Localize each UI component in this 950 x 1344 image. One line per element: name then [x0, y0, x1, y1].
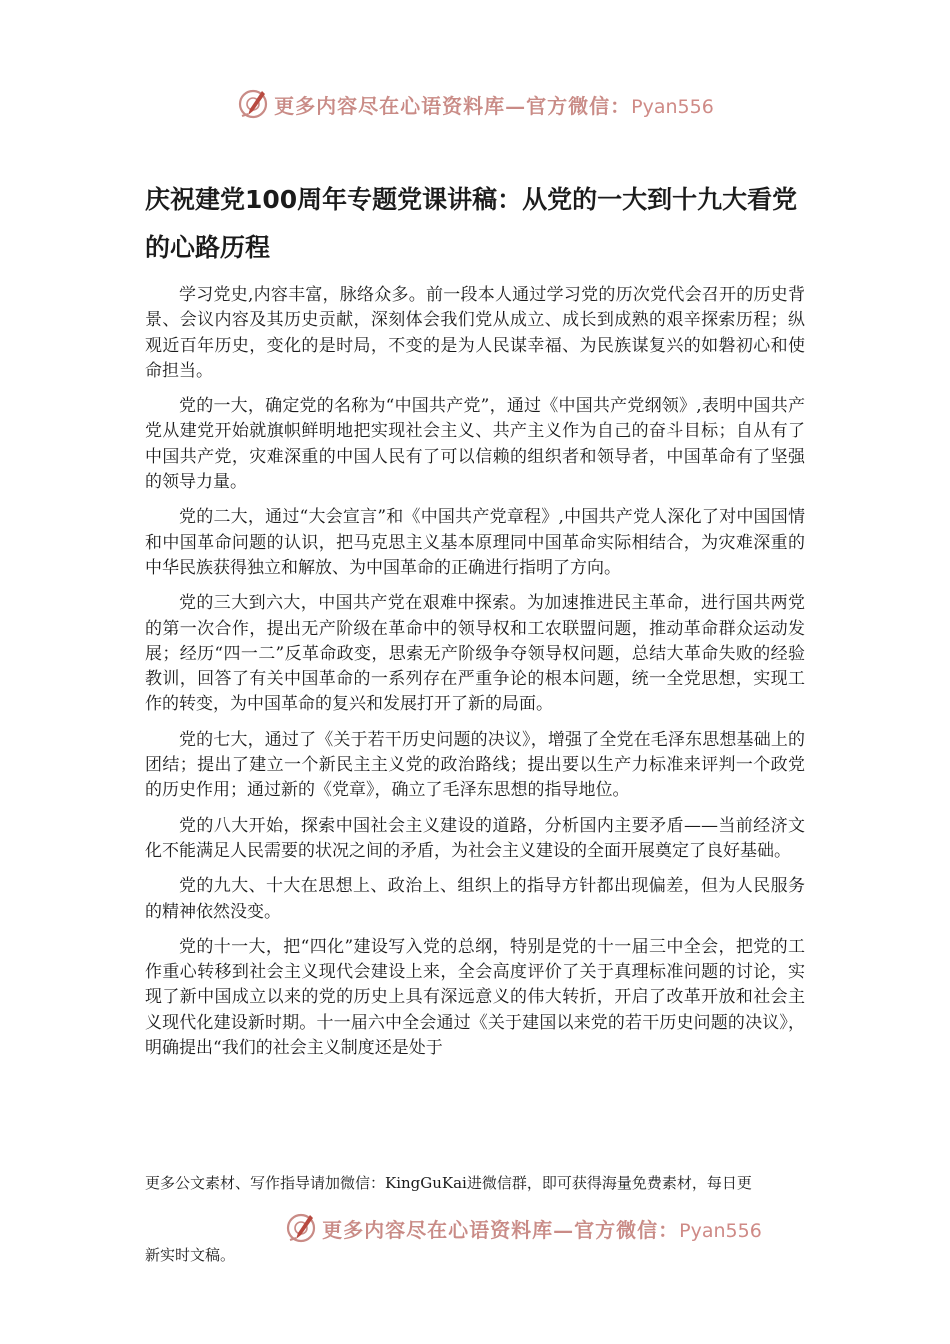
document-body [145, 283, 805, 1071]
paragraph: 党的九大、十大在思想上、政治上、组织上的指导方针都出现偏差，但为人民服务的精神依然没变。 [145, 876, 805, 922]
paragraph: 党的一大，确定党的名称为“中国共产党”，通过《中国共产党纲领》,表明中国共产党从建党开始就旗帜鲜明地把实现社会主义、共产主义作为自己的奋斗目标；自从有了中国共产党，灾难深重的中国人民有了可以信赖的组织者和领导者，中国革命有了坚强的领导力量。 [145, 396, 805, 493]
watermark-text: 更多内容尽在心语资料库—官方微信：Pyan556 [274, 93, 714, 118]
paragraph: 党的七大，通过了《关于若干历史问题的决议》，增强了全党在毛泽东思想基础上的团结；提出了建立一个新民主主义党的政治路线；提出要以生产力标准来评判一个政党的历史作用；通过新的《党章》，确立了毛泽东思想的指导地位。 [145, 729, 805, 801]
watermark-text: 更多内容尽在心语资料库—官方微信：Pyan556 [322, 1217, 762, 1242]
paragraph: 学习党史,内容丰富，脉络众多。前一段本人通过学习党的历次党代会召开的历史背景、会议内容及其历史贡献，深刻体会我们党从成立、成长到成熟的艰辛探索历程；纵观近百年历史，变化的是时局，不变的是为人民谋幸福、为民族谋复兴的如磐初心和使命担当。 [145, 285, 805, 381]
footer-promo-text: 更多公文素材、写作指导请加微信：KingGuKai进微信群，即可获得海量免费素材，每日更 [145, 1174, 752, 1192]
paragraph: 党的三大到六大，中国共产党在艰难中探索。为加速推进民主革命，进行国共两党的第一次合作，提出无产阶级在革命中的领导权和工农联盟问题，推动革命群众运动发展；经历“四一二”反革命政变，思索无产阶级争夺领导权问题，总结大革命失败的经验教训，回答了有关中国革命的一系列存在严重争论的根本问题，统一全党思想，实现工作的转变，为中国革命的复兴和发展打开了新的局面。 [145, 593, 805, 715]
paragraph: 党的八大开始，探索中国社会主义建设的道路，分析国内主要矛盾——当前经济文化不能满足人民需要的状况之间的矛盾，为社会主义建设的全面开展奠定了良好基础。 [145, 815, 805, 861]
paragraph: 党的十一大，把“四化”建设写入党的总纲，特别是党的十一届三中全会，把党的工作重心转移到社会主义现代会建设上来，全会高度评价了关于真理标准问题的讨论，实现了新中国成立以来的党的历史上具有深远意义的伟大转折，开启了改革开放和社会主义现代化建设新时期。十一届六中全会通过《关于建国以来党的若干历史问题的决议》，明确提出“我们的社会主义制度还是处于 [145, 936, 805, 1059]
document-title: 庆祝建党100周年专题党课讲稿：从党的一大到十九大看党的心路历程 [145, 185, 798, 262]
quill-logo-icon [284, 1211, 318, 1245]
paragraph: 党的二大，通过“大会宣言”和《中国共产党章程》,中国共产党人深化了对中国国情和中国革命问题的认识，把马克思主义基本原理同中国革命实际相结合，为灾难深重的中华民族获得独立和解放、为中国革命的正确进行指明了方向。 [145, 507, 805, 578]
watermark-footer [48, 1208, 950, 1248]
footer-promo-text-end: 新实时文稿。 [145, 1246, 236, 1264]
quill-logo-icon [236, 87, 270, 121]
watermark-header [0, 84, 950, 124]
